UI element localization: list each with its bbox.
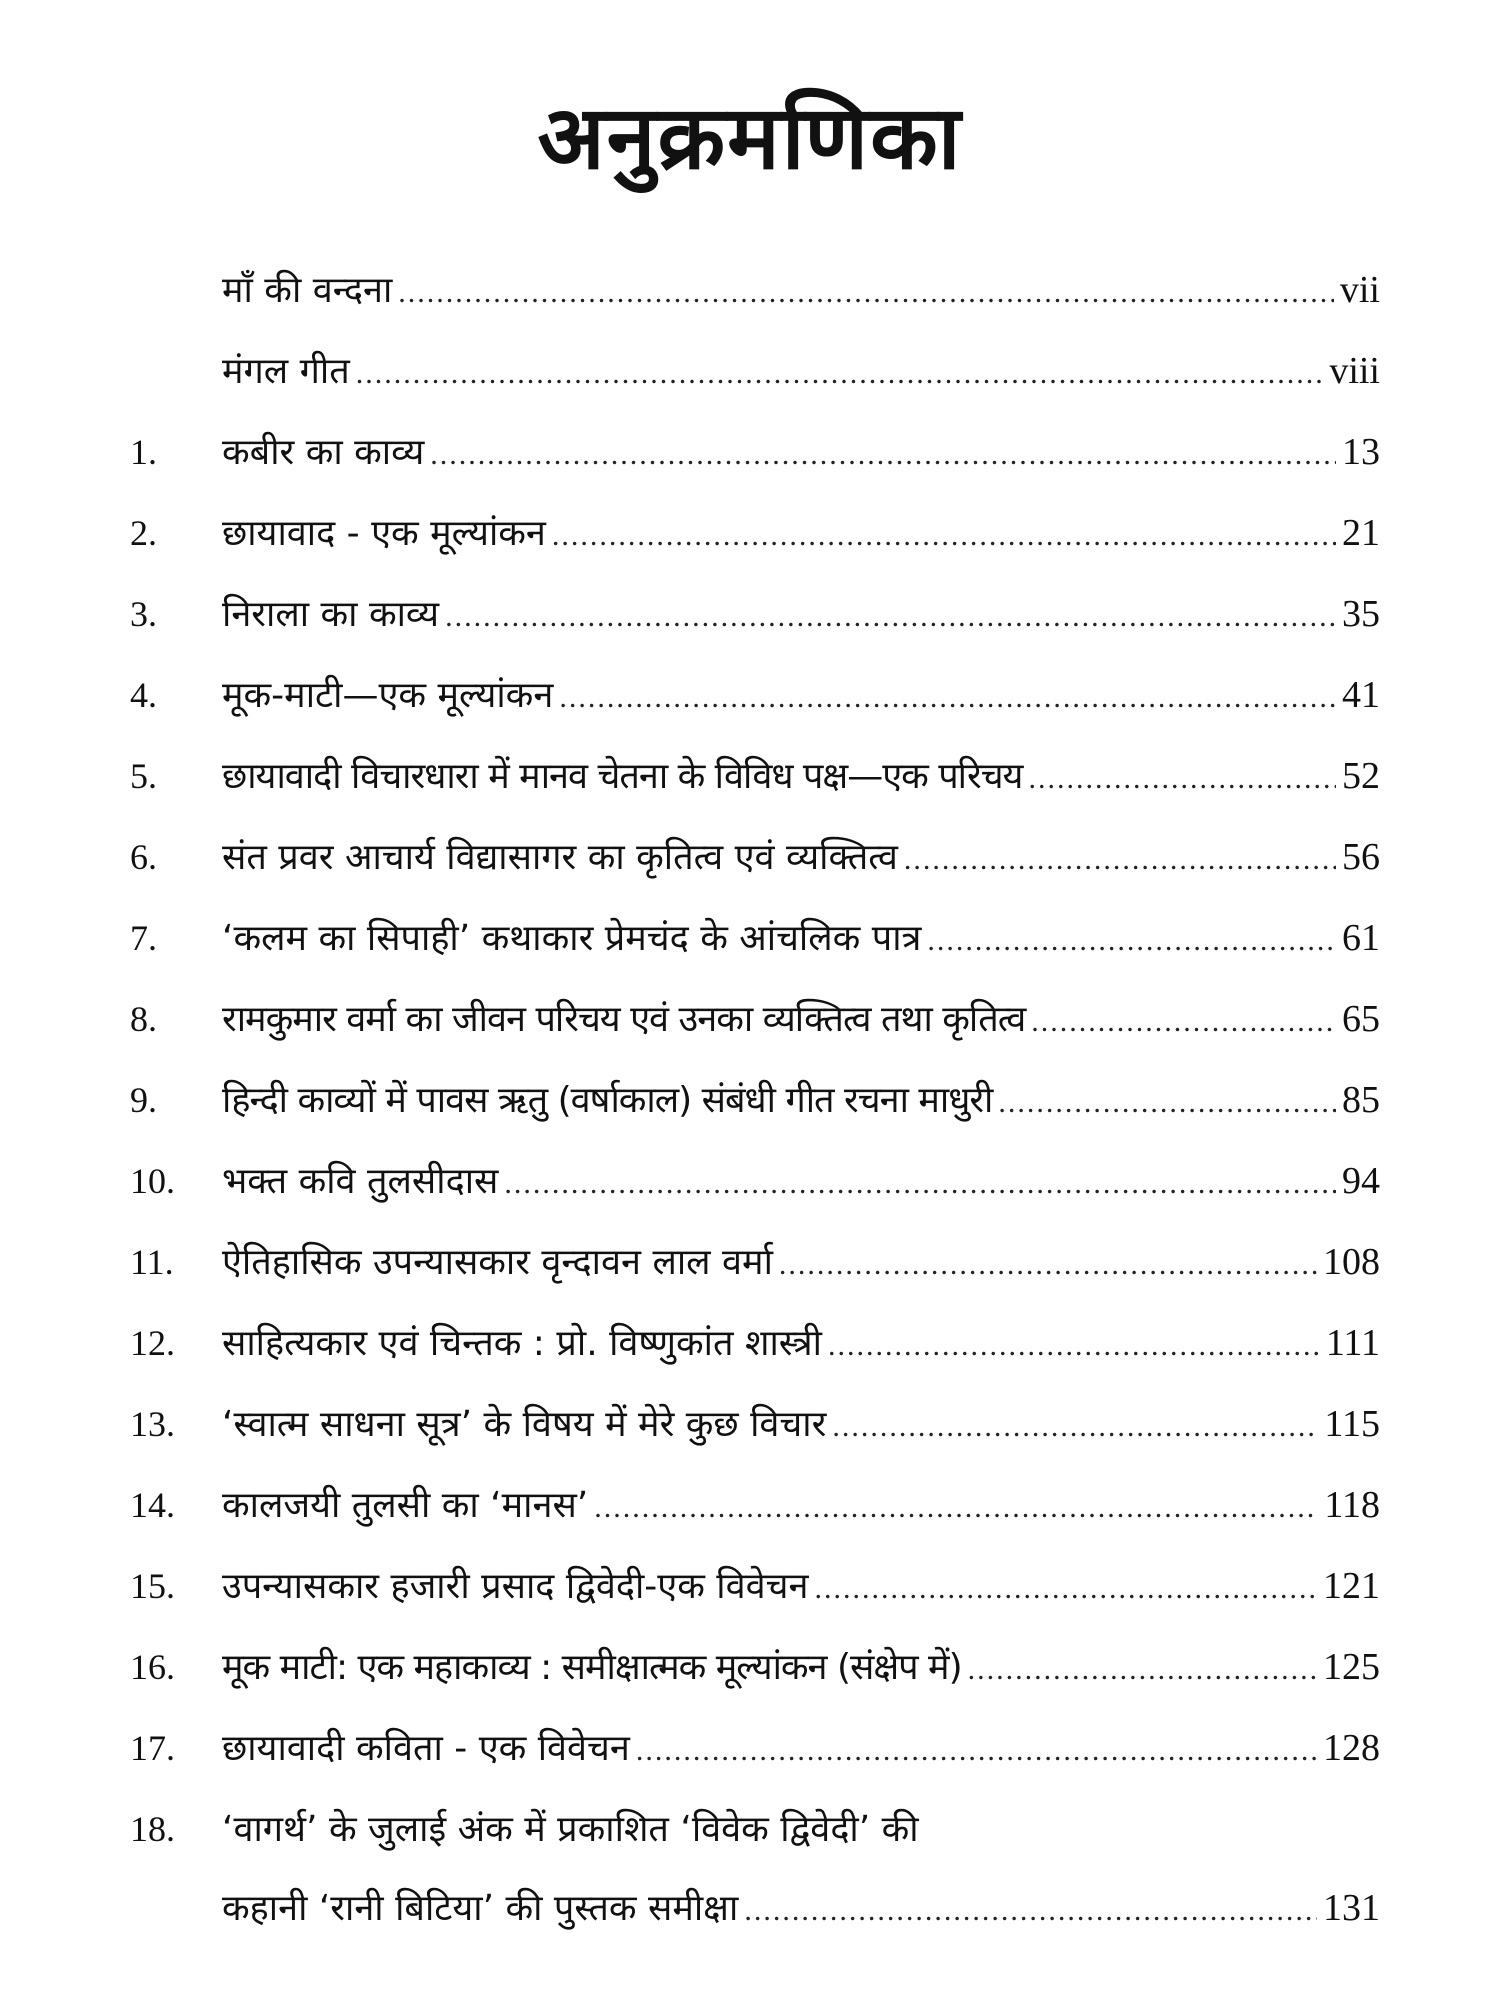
entry-title: माँ की वन्दना	[222, 270, 393, 311]
dot-leader	[1031, 981, 1336, 1062]
toc-entry	[0, 493, 1500, 574]
entry-page: 61	[1342, 917, 1380, 959]
dot-leader	[594, 1467, 1318, 1548]
entry-title-line-2: कहानी ‘रानी बिटिया’ की पुस्तक समीक्षा	[222, 1888, 739, 1929]
dot-leader	[445, 576, 1336, 657]
entry-page: 21	[1342, 512, 1380, 554]
dot-leader	[552, 495, 1336, 576]
toc-entry	[0, 1465, 1500, 1546]
toc-entry	[0, 1384, 1500, 1465]
dot-leader	[504, 1143, 1336, 1224]
entry-page: 128	[1323, 1727, 1380, 1769]
entry-page: 131	[1323, 1887, 1380, 1929]
toc-entry	[0, 1060, 1500, 1141]
toc-entry	[0, 574, 1500, 655]
toc-entry	[0, 1141, 1500, 1222]
toc-entry	[0, 736, 1500, 817]
table-of-contents	[0, 250, 1500, 1949]
entry-page: 56	[1342, 836, 1380, 878]
entry-page: 35	[1342, 593, 1380, 635]
dot-leader	[904, 819, 1336, 900]
entry-title: साहित्यकार एवं चिन्तक : प्रो. विष्णुकांत शास्त्री	[222, 1323, 822, 1364]
dot-leader	[828, 1305, 1320, 1386]
entry-title: मंगल गीत	[222, 351, 350, 392]
entry-title: छायावादी विचारधारा में मानव चेतना के विविध पक्ष—एक परिचय	[222, 756, 1023, 797]
entry-title-line-1: ‘वागर्थ’ के जुलाई अंक में प्रकाशित ‘विवेक द्विवेदी’ की	[222, 1809, 919, 1850]
page-title: अनुक्रमणिका	[537, 86, 963, 189]
toc-entry	[0, 1708, 1500, 1789]
entry-number: 3.	[130, 594, 157, 634]
entry-page: 41	[1342, 674, 1380, 716]
entry-page: 85	[1342, 1079, 1380, 1121]
dot-leader	[744, 1870, 1317, 1951]
entry-number: 7.	[130, 918, 157, 958]
dot-leader	[1028, 738, 1336, 819]
entry-title: हिन्दी काव्यों में पावस ऋतु (वर्षाकाल) संबंधी गीत रचना माधुरी	[222, 1080, 993, 1121]
entry-title: रामकुमार वर्मा का जीवन परिचय एवं उनका व्यक्तित्व तथा कृतित्व	[222, 999, 1026, 1040]
dot-leader	[779, 1224, 1317, 1305]
entry-title: भक्त कवि तुलसीदास	[222, 1161, 499, 1202]
entry-page: 111	[1325, 1322, 1380, 1364]
entry-title: ‘कलम का सिपाही’ कथाकार प्रेमचंद के आंचलिक पात्र	[222, 918, 922, 959]
dot-leader	[927, 900, 1336, 981]
dot-leader	[636, 1710, 1317, 1791]
dot-leader	[356, 333, 1324, 414]
entry-number: 17.	[130, 1728, 175, 1768]
entry-number: 5.	[130, 756, 157, 796]
entry-title: उपन्यासकार हजारी प्रसाद द्विवेदी-एक विवेचन	[222, 1566, 809, 1607]
entry-title: मूक माटी: एक महाकाव्य : समीक्षात्मक मूल्यांकन (संक्षेप में)	[222, 1647, 962, 1688]
entry-number: 6.	[130, 837, 157, 877]
entry-title: मूक-माटी—एक मूल्यांकन	[222, 675, 554, 716]
entry-number: 18.	[130, 1809, 175, 1849]
entry-page: 115	[1324, 1403, 1380, 1445]
entry-page: viii	[1329, 350, 1380, 392]
entry-number: 4.	[130, 675, 157, 715]
entry-number: 2.	[130, 513, 157, 553]
toc-entry	[0, 250, 1500, 331]
dot-leader	[398, 252, 1334, 333]
toc-entry	[0, 1222, 1500, 1303]
entry-title: कबीर का काव्य	[222, 432, 425, 473]
toc-entry	[0, 1627, 1500, 1708]
toc-entry	[0, 898, 1500, 979]
entry-title: संत प्रवर आचार्य विद्यासागर का कृतित्व एवं व्यक्तित्व	[222, 837, 898, 878]
toc-entry	[0, 412, 1500, 493]
entry-title: छायावाद - एक मूल्यांकन	[222, 513, 546, 554]
entry-number: 10.	[130, 1161, 175, 1201]
dot-leader	[998, 1062, 1336, 1143]
entry-title: ऐतिहासिक उपन्यासकार वृन्दावन लाल वर्मा	[222, 1242, 773, 1283]
dot-leader	[832, 1386, 1318, 1467]
toc-entry	[0, 817, 1500, 898]
entry-page: 108	[1323, 1241, 1380, 1283]
entry-number: 15.	[130, 1566, 175, 1606]
dot-leader	[430, 414, 1336, 495]
toc-entry	[0, 1303, 1500, 1384]
toc-entry	[0, 1789, 1500, 1949]
entry-title: कालजयी तुलसी का ‘मानस’	[222, 1485, 589, 1526]
entry-page: 52	[1342, 755, 1380, 797]
entry-title: ‘स्वात्म साधना सूत्र’ के विषय में मेरे कुछ विचार	[222, 1404, 827, 1445]
entry-page: 65	[1342, 998, 1380, 1040]
entry-number: 1.	[130, 432, 157, 472]
toc-entry	[0, 1546, 1500, 1627]
dot-leader	[815, 1548, 1318, 1629]
entry-page: 118	[1324, 1484, 1380, 1526]
toc-entry	[0, 655, 1500, 736]
toc-entry	[0, 979, 1500, 1060]
entry-page: 121	[1323, 1565, 1380, 1607]
dot-leader	[968, 1629, 1317, 1710]
entry-number: 13.	[130, 1404, 175, 1444]
dot-leader	[559, 657, 1336, 738]
entry-number: 12.	[130, 1323, 175, 1363]
entry-number: 14.	[130, 1485, 175, 1525]
entry-page: 125	[1323, 1646, 1380, 1688]
entry-page: 13	[1342, 431, 1380, 473]
toc-entry	[0, 331, 1500, 412]
entry-page: vii	[1339, 269, 1380, 311]
entry-title: छायावादी कविता - एक विवेचन	[222, 1728, 630, 1769]
entry-number: 9.	[130, 1080, 157, 1120]
entry-number: 11.	[130, 1242, 174, 1282]
entry-title: निराला का काव्य	[222, 594, 440, 635]
entry-number: 16.	[130, 1647, 175, 1687]
entry-page: 94	[1342, 1160, 1380, 1202]
entry-number: 8.	[130, 999, 157, 1039]
